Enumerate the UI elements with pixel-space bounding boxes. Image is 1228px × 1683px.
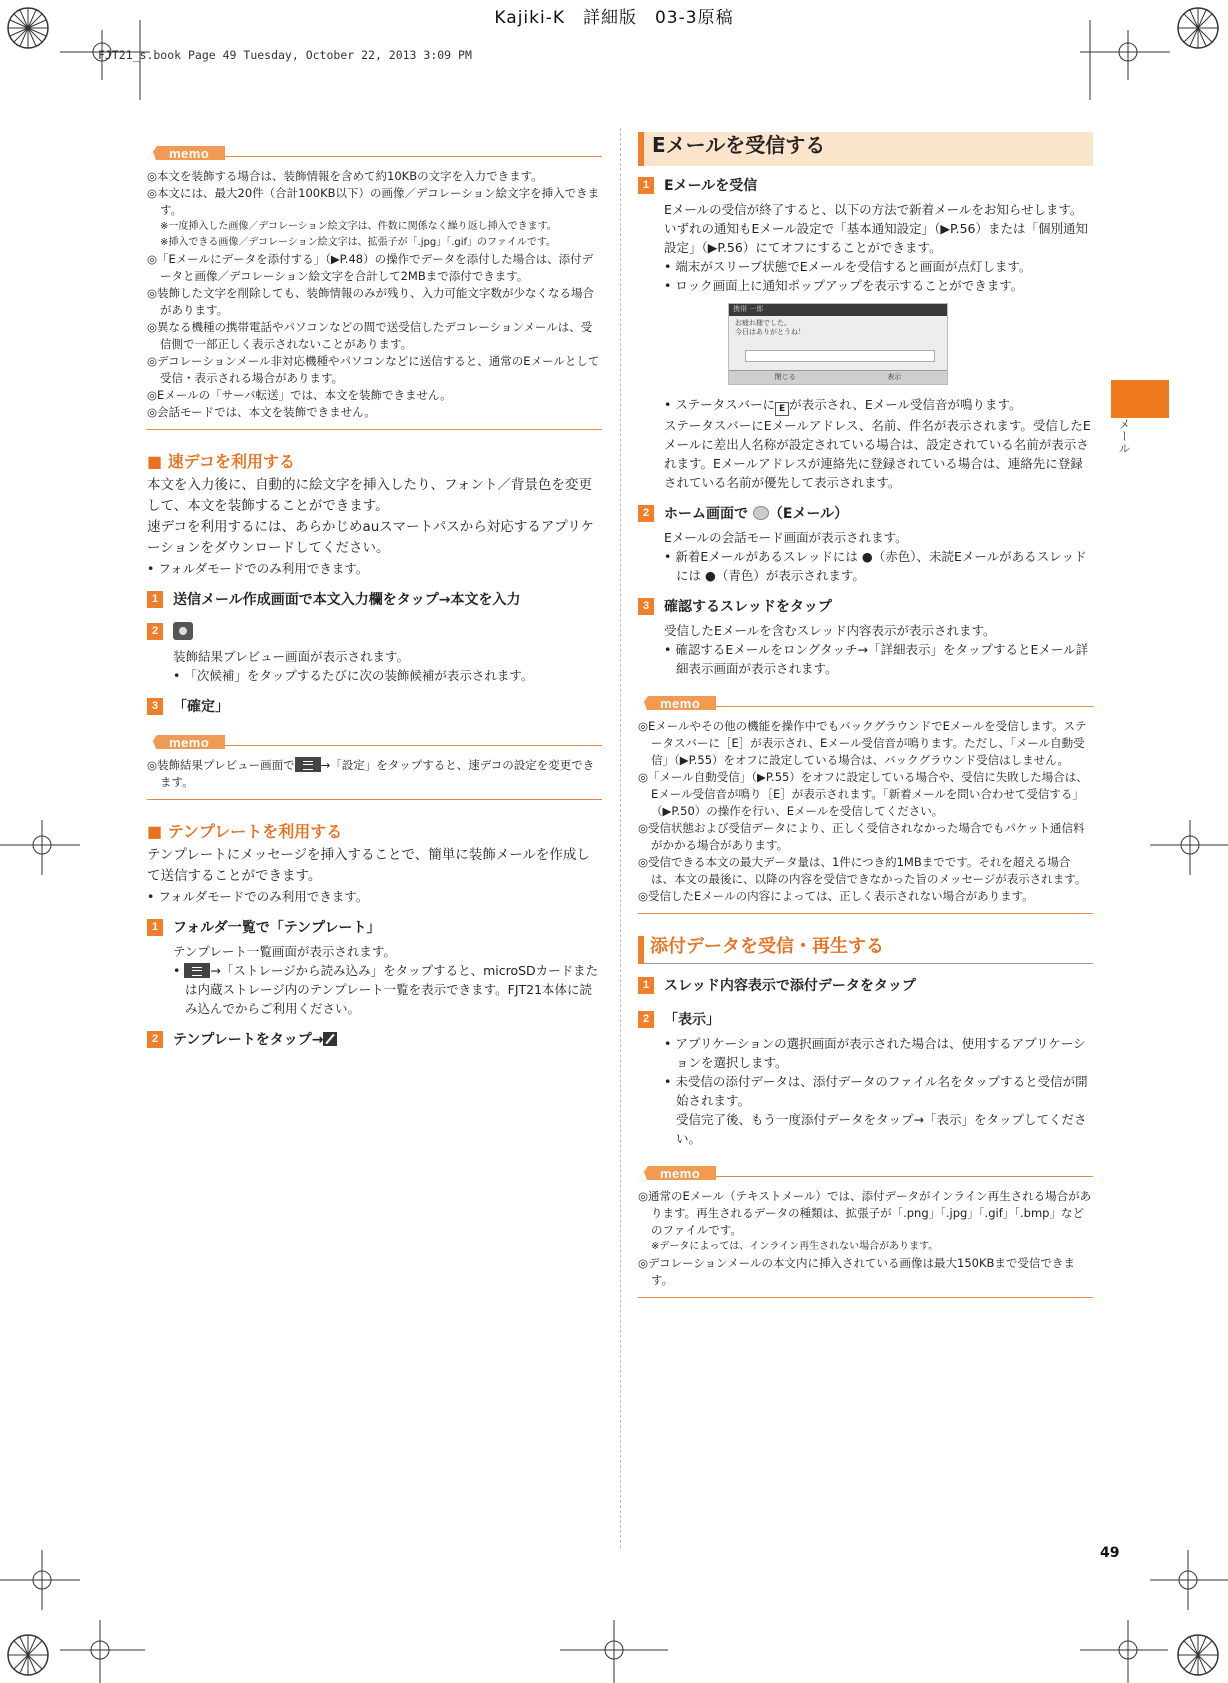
memo-item: ◎Eメールやその他の機能を操作中でもバックグラウンドでEメールを受信します。ステータスバーに［E］が表示され、Eメール受信音が鳴ります。ただし、「メール自動受信」（▶P.55）をオフに設定している場合は、バックグラウンド受信はしません。 — [638, 719, 1087, 767]
step-2 — [638, 1010, 1093, 1030]
memo-item: ◎受信したEメールの内容によっては、正しく表示されない場合があります。 — [638, 889, 1034, 903]
document-header-title: Kajiki-K 詳細版 03-3原稿 — [494, 8, 734, 28]
step-number: 2 — [147, 1031, 163, 1048]
step-body-text: 受信完了後、もう一度添付データをタップ→「表示」をタップしてください。 — [676, 1112, 1087, 1146]
memo-label: memo — [660, 1166, 701, 1181]
memo-item: ◎受信できる本文の最大データ量は、1件につき約1MBまでです。それを超える場合は、本文の最後に、以降の内容を受信できなかった旨のメッセージが表示されます。 — [638, 855, 1087, 886]
email-app-icon — [753, 506, 769, 520]
step-title: Eメールを受信 — [664, 178, 758, 194]
bullet-item: • 確認するEメールをロングタッチ→「詳細表示」をタップするとEメール詳細表示画面が表示されます。 — [664, 642, 1089, 676]
memo-item: ◎「メール自動受信」（▶P.55）をオフに設定している場合や、受信に失敗した場合は、Eメール受信音が鳴り［E］が表示されます。「新着メールを問い合わせて受信する」（▶P.50）の操作を行い、Eメールを受信してください。 — [638, 770, 1088, 818]
memo-item: ◎異なる機種の携帯電話やパソコンなどの間で送受信したデコレーションメールは、受信側で一部正しく表示されないことがあります。 — [147, 320, 593, 351]
step-number: 1 — [147, 591, 163, 608]
bullet-item: • ロック画面上に通知ポップアップを表示することができます。 — [664, 278, 1024, 293]
menu-icon — [184, 963, 210, 978]
step-body — [638, 1034, 1093, 1148]
memo-header — [638, 692, 1093, 714]
memo-list-attach — [638, 1188, 1093, 1289]
step-body-text: 受信したEメールを含むスレッド内容表示が表示されます。 — [664, 623, 996, 638]
popup-line: 今日はありがとうね！ — [735, 328, 805, 336]
memo-divider — [147, 799, 602, 800]
paragraph: テンプレートにメッセージを挿入することで、簡単に装飾メールを作成して送信することができます。 — [147, 847, 590, 884]
memo-note: ※データによっては、インライン再生されない場合があります。 — [651, 1241, 939, 1252]
memo-header — [147, 731, 602, 753]
memo-item: ◎「Eメールにデータを添付する」（▶P.48）の操作でデータを添付した場合は、添付データと画像／デコレーション絵文字を合計して2MBまで添付できます。 — [147, 252, 594, 283]
bullet-item: • →「ストレージから読み込み」をタップすると、microSDカードまたは内蔵ストレージ内のテンプレート一覧を表示できます。FJT21本体に読み込んでからご利用ください。 — [173, 963, 599, 1016]
bullet-item: • 端末がスリープ状態でEメールを受信すると画面が点灯します。 — [664, 259, 1032, 274]
edit-pen-icon — [323, 1032, 337, 1046]
step-number: 3 — [638, 598, 654, 615]
bullet-item: • アプリケーションの選択画面が表示された場合は、使用するアプリケーションを選択します。 — [664, 1036, 1086, 1070]
step-title: フォルダ一覧で「テンプレート」 — [173, 920, 381, 936]
memo-item: ◎本文には、最大20件（合計100KB以下）の画像／デコレーション絵文字を挿入できます。 — [147, 186, 600, 217]
memo-label: memo — [169, 146, 210, 161]
bullet-item: • 「次候補」をタップするたびに次の装飾候補が表示されます。 — [173, 668, 534, 683]
step-body — [638, 395, 1093, 492]
popup-line: お疲れ様でした。 — [735, 319, 791, 327]
step-title: テンプレートをタップ→ — [173, 1032, 324, 1048]
crosshair-bottom — [0, 1530, 1228, 1683]
preview-camera-icon — [173, 622, 193, 640]
section-heading-attach: 添付データを受信・再生する — [638, 936, 1093, 964]
bullet-item: • フォルダモードでのみ利用できます。 — [147, 889, 369, 904]
step-2: 2 ホーム画面で （Eメール） — [638, 504, 1093, 524]
step-2 — [147, 1030, 602, 1050]
memo-item: ◎装飾結果プレビュー画面で →「設定」をタップすると、速デコの設定を変更できます。 — [147, 758, 595, 789]
memo-list-receive — [638, 718, 1093, 905]
step-2 — [147, 622, 602, 643]
bullet-item: • 新着Eメールがあるスレッドには ●（赤色）、未読Eメールがあるスレッドには ●（青色）が表示されます。 — [664, 549, 1087, 583]
step-title: ホーム画面で — [664, 506, 748, 522]
step-body — [638, 200, 1093, 295]
step-body-text: ステータスバーにEメールアドレス、名前、件名が表示されます。受信したEメールに差出人名称が設定されている場合は、設定されている名前が表示されます。Eメールアドレスが連絡先に登録されている場合は、連絡先に登録されている名前が優先して表示されます。 — [664, 418, 1091, 490]
memo-item: ◎Eメールの「サーバ転送」では、本文を装飾できません。 — [147, 388, 452, 402]
step-number: 2 — [638, 505, 654, 522]
memo-divider — [638, 1297, 1093, 1298]
memo-item: ◎受信状態および受信データにより、正しく受信されなかった場合でもパケット通信料がかかる場合があります。 — [638, 821, 1085, 852]
memo-item: ◎デコレーションメールの本文内に挿入されている画像は最大150KBまで受信できます。 — [638, 1256, 1075, 1287]
left-column — [147, 142, 602, 1050]
bullet-item: • ステータスバーに E が表示され、Eメール受信音が鳴ります。 — [664, 397, 1022, 414]
step-number: 3 — [147, 698, 163, 715]
chapter-side-tab — [1111, 380, 1169, 418]
step-1 — [638, 976, 1093, 996]
step-body-text: Eメールの受信が終了すると、以下の方法で新着メールをお知らせします。いずれの通知もEメール設定で「基本通知設定」（▶P.56）または「個別通知設定」（▶P.56）にてオフにすることができます。 — [664, 202, 1088, 255]
section-heading-template: ■ テンプレートを利用する — [147, 822, 343, 841]
memo-divider — [147, 429, 602, 430]
step-body — [147, 942, 602, 1018]
memo-item: ◎会話モードでは、本文を装飾できません。 — [147, 405, 376, 419]
registration-mark-top-right — [1168, 0, 1228, 80]
crosshair-left-mid — [0, 820, 80, 880]
step-title: 「確定」 — [173, 699, 229, 715]
memo-label: memo — [660, 696, 701, 711]
menu-icon — [295, 757, 321, 772]
popup-close-button: 閉じる — [774, 373, 796, 381]
memo-item: ◎通常のEメール（テキストメール）では、添付データがインライン再生される場合があります。再生されるデータの種類は、拡張子が「.png」「.jpg」「.gif」「.bmp」などのファイルです。 — [638, 1189, 1092, 1237]
step-number: 1 — [638, 177, 654, 194]
memo-item: ◎装飾した文字を削除しても、装飾情報のみが残り、入力可能文字数が少なくなる場合があります。 — [147, 286, 595, 317]
chapter-side-tab-label: メール — [1117, 418, 1131, 454]
column-divider — [620, 128, 621, 1548]
crosshair-right-mid — [1150, 820, 1228, 880]
right-column — [638, 132, 1093, 1320]
popup-view-button: 表示 — [887, 373, 902, 381]
memo-label: memo — [169, 735, 210, 750]
step-body-text: 装飾結果プレビュー画面が表示されます。 — [173, 649, 410, 664]
memo-header — [638, 1162, 1093, 1184]
memo-item: ◎本文を装飾する場合は、装飾情報を含めて約10KBの文字を入力できます。 — [147, 169, 543, 183]
step-1 — [147, 918, 602, 938]
memo-divider — [638, 913, 1093, 914]
popup-reply-input — [745, 350, 935, 362]
memo-item: ◎デコレーションメール非対応機種やパソコンなどに送信すると、通常のEメールとして受信・表示される場合があります。 — [147, 354, 600, 385]
section-heading-sokudeco: ■ 速デコを利用する — [147, 452, 296, 471]
step-title: 送信メール作成画面で本文入力欄をタップ→本文を入力 — [173, 592, 521, 608]
step-title: スレッド内容表示で添付データをタップ — [664, 978, 916, 994]
step-number: 2 — [638, 1011, 654, 1028]
step-body — [147, 647, 602, 685]
email-status-icon: E — [775, 402, 789, 416]
memo-note: ※一度挿入した画像／デコレーション絵文字は、件数に関係なく繰り返し挿入できます。 — [160, 221, 557, 232]
bullet-item: • 未受信の添付データは、添付データのファイル名をタップすると受信が開始されます。 — [664, 1074, 1088, 1108]
crosshair-top — [60, 20, 1170, 130]
memo-list-decoration — [147, 168, 602, 421]
step-body-text: Eメールの会話モード画面が表示されます。 — [664, 530, 908, 545]
step-title: 確認するスレッドをタップ — [664, 599, 832, 615]
memo-list-sokudeco — [147, 757, 602, 791]
paragraph: 速デコを利用するには、あらかじめauスマートパスから対応するアプリケーションをダウンロードしてください。 — [147, 519, 594, 556]
page-number: 49 — [1100, 1545, 1120, 1561]
step-body — [638, 528, 1093, 585]
bullet-item: • フォルダモードでのみ利用できます。 — [147, 561, 369, 576]
step-3 — [638, 597, 1093, 617]
notification-popup-screenshot — [728, 303, 948, 385]
step-body — [638, 621, 1093, 678]
step-number: 1 — [147, 919, 163, 936]
paragraph: 本文を入力後に、自動的に絵文字を挿入したり、フォント／背景色を変更して、本文を装飾することができます。 — [147, 477, 592, 514]
popup-title-bar: 携帯 一郎 — [729, 304, 947, 316]
step-3 — [147, 697, 602, 717]
step-number: 2 — [147, 623, 163, 640]
step-number: 1 — [638, 977, 654, 994]
memo-note: ※挿入できる画像／デコレーション絵文字は、拡張子が「.jpg」「.gif」のファイルです。 — [160, 237, 557, 248]
memo-header — [147, 142, 602, 164]
step-title: 「表示」 — [664, 1012, 720, 1028]
file-stamp: FJT21_s.book Page 49 Tuesday, October 22, 2013 3:09 PM — [98, 48, 472, 62]
step-1 — [147, 590, 602, 610]
step-1 — [638, 176, 1093, 196]
step-body-text: テンプレート一覧画面が表示されます。 — [173, 944, 396, 959]
section-heading-receive: Eメールを受信する — [638, 132, 1093, 166]
